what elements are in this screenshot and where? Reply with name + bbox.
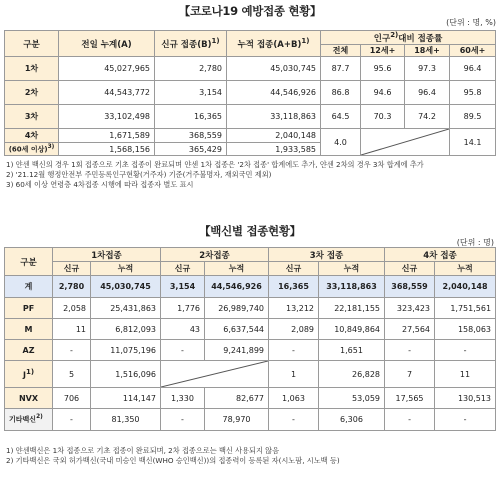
cell-d3-new: 2,089: [269, 319, 319, 340]
cell-d1-cum: 25,431,863: [91, 298, 161, 319]
header-cumulative: 누적 접종$(A+B)^{1)}$: [227, 31, 321, 57]
cell-60: 96.4: [450, 57, 496, 81]
cell-prev: 1,568,156: [59, 143, 155, 156]
cell-d1-new: -: [53, 409, 91, 431]
cell-d1-cum: 11,075,196: [91, 340, 161, 361]
table-row: [5, 57, 496, 81]
row-label: AZ: [5, 340, 53, 361]
footnote: 1) 얀센 백신의 경우 1회 접종으로 기초 접종이 완료되며 얀센 1차 접종은 '2차 접종' 합계에도 추가, 얀센 2차의 경우 3차 합계에 추가: [6, 160, 424, 169]
cell-18: 97.3: [405, 57, 450, 81]
cell-d1-new: 5: [53, 361, 91, 388]
header-60plus: 60세+: [450, 45, 496, 57]
cell-d4-cum: 1,751,561: [435, 298, 496, 319]
cell-d3-cum: 26,828: [319, 361, 385, 388]
cell-60: 14.1: [450, 129, 496, 156]
cell-cum: 45,030,745: [227, 57, 321, 81]
cell-d2-new: 3,154: [161, 276, 205, 298]
cell-all: 87.7: [321, 57, 361, 81]
header-cum: 누적: [91, 262, 161, 276]
cell-d2-cum: 82,677: [205, 388, 269, 409]
cell-12: 70.3: [361, 105, 405, 129]
diagonal-empty-cell: [361, 129, 450, 156]
vaccine-type-table: [4, 247, 496, 431]
cell-d4-new: 7: [385, 361, 435, 388]
footnote: 2) '21.12월 행정안전부 주민등록인구현황(거주자) 기준(거주불명자, 재외국민 제외): [6, 170, 272, 179]
footnotes-by-vaccine: [6, 446, 340, 466]
cell-new: 368,559: [155, 129, 227, 143]
cell-d3-cum: 6,306: [319, 409, 385, 431]
total-row: [5, 276, 496, 298]
cell-d1-cum: 1,516,096: [91, 361, 161, 388]
cell-d4-cum: -: [435, 340, 496, 361]
cell-d4-cum: 158,063: [435, 319, 496, 340]
table-row: [5, 409, 496, 431]
row-label: PF: [5, 298, 53, 319]
row-label: 3차: [5, 105, 59, 129]
cell-cum: 33,118,863: [227, 105, 321, 129]
cell-12: 94.6: [361, 81, 405, 105]
table-row: [5, 388, 496, 409]
header-dose2: 2차접종: [161, 248, 269, 262]
header-prev-total: 전일 누계(A): [59, 31, 155, 57]
cell-prev: 45,027,965: [59, 57, 155, 81]
cell-cum: 1,933,585: [227, 143, 321, 156]
header-12plus: 12세+: [361, 45, 405, 57]
cell-all: 64.5: [321, 105, 361, 129]
row-label: 기타백신$^{2)}$: [5, 409, 53, 431]
unit-label: (단위 : 명): [456, 238, 494, 247]
cell-d2-cum: 6,637,544: [205, 319, 269, 340]
cell-d4-new: 368,559: [385, 276, 435, 298]
cell-d2-new: -: [161, 340, 205, 361]
header-dose4: 4차 접종: [385, 248, 496, 262]
cell-d2-cum: 44,546,926: [205, 276, 269, 298]
cell-d4-new: 27,564: [385, 319, 435, 340]
header-new: 신규 접종$(B)^{1)}$: [155, 31, 227, 57]
cell-prev: 33,102,498: [59, 105, 155, 129]
row-label: 1차: [5, 57, 59, 81]
cell-d3-new: -: [269, 409, 319, 431]
cell-d2-new: 1,776: [161, 298, 205, 319]
cell-cum: 44,546,926: [227, 81, 321, 105]
row-label: $J^{1)}$: [5, 361, 53, 388]
table-row: [5, 319, 496, 340]
unit-label: (단위 : 명, %): [446, 18, 496, 27]
table-row: [5, 81, 496, 105]
cell-d1-new: 2,058: [53, 298, 91, 319]
cell-d1-cum: 45,030,745: [91, 276, 161, 298]
cell-d4-new: -: [385, 340, 435, 361]
cell-all: 4.0: [321, 129, 361, 156]
cell-d4-cum: 11: [435, 361, 496, 388]
cell-d4-cum: -: [435, 409, 496, 431]
cell-d3-cum: 22,181,155: [319, 298, 385, 319]
page-title-by-vaccine: 【백신별 접종현황】: [199, 224, 301, 238]
cell-cum: 2,040,148: [227, 129, 321, 143]
page-title-status: 【코로나19 예방접종 현황】: [178, 4, 322, 18]
cell-d4-new: 323,423: [385, 298, 435, 319]
row-label-60plus: (60세 이상)$^{3)}$: [5, 143, 59, 156]
cell-d2-new: 1,330: [161, 388, 205, 409]
cell-prev: 1,671,589: [59, 129, 155, 143]
header-cum: 누적: [435, 262, 496, 276]
table-row: [5, 361, 496, 388]
cell-18: 74.2: [405, 105, 450, 129]
table-row: [5, 105, 496, 129]
cell-new: 365,429: [155, 143, 227, 156]
table-row: [5, 129, 496, 143]
cell-18: 96.4: [405, 81, 450, 105]
row-label: 4차: [5, 129, 59, 143]
cell-d4-cum: 2,040,148: [435, 276, 496, 298]
cell-d3-new: 1: [269, 361, 319, 388]
cell-60: 95.8: [450, 81, 496, 105]
header-cum: 누적: [319, 262, 385, 276]
cell-d2-cum: 9,241,899: [205, 340, 269, 361]
cell-d1-new: 11: [53, 319, 91, 340]
cell-new: 16,365: [155, 105, 227, 129]
cell-12: 95.6: [361, 57, 405, 81]
table-row: [5, 298, 496, 319]
cell-d2-cum: 78,970: [205, 409, 269, 431]
cell-d2-cum: 26,989,740: [205, 298, 269, 319]
cell-new: 2,780: [155, 57, 227, 81]
cell-d1-new: -: [53, 340, 91, 361]
cell-all: 86.8: [321, 81, 361, 105]
table-row: [5, 340, 496, 361]
cell-d3-new: 13,212: [269, 298, 319, 319]
header-new: 신규: [385, 262, 435, 276]
header-cum: 누적: [205, 262, 269, 276]
row-label: 2차: [5, 81, 59, 105]
header-dose1: 1차접종: [53, 248, 161, 262]
header-dose3: 3차 접종: [269, 248, 385, 262]
cell-d4-cum: 130,513: [435, 388, 496, 409]
header-new: 신규: [53, 262, 91, 276]
cell-d3-cum: 33,118,863: [319, 276, 385, 298]
header-all: 전체: [321, 45, 361, 57]
cell-d3-cum: 1,651: [319, 340, 385, 361]
cell-d1-cum: 114,147: [91, 388, 161, 409]
cell-d3-new: -: [269, 340, 319, 361]
cell-prev: 44,543,772: [59, 81, 155, 105]
cell-d1-cum: 81,350: [91, 409, 161, 431]
cell-d3-cum: 53,059: [319, 388, 385, 409]
footnote: 1) 얀센백신은 1차 접종으로 기초 접종이 완료되며, 2차 접종으로는 백신 사용되지 않음: [6, 446, 280, 455]
cell-d2-new: -: [161, 409, 205, 431]
vaccination-status-table: [4, 30, 496, 156]
header-ratio: 인구$^{2)}$대비 접종률: [321, 31, 496, 45]
cell-d4-new: 17,565: [385, 388, 435, 409]
header-new: 신규: [161, 262, 205, 276]
row-label: NVX: [5, 388, 53, 409]
cell-d4-new: -: [385, 409, 435, 431]
header-18plus: 18세+: [405, 45, 450, 57]
cell-d1-cum: 6,812,093: [91, 319, 161, 340]
cell-60: 89.5: [450, 105, 496, 129]
header-gubun: 구분: [5, 248, 53, 276]
cell-d3-new: 16,365: [269, 276, 319, 298]
row-label: 계: [5, 276, 53, 298]
cell-d3-new: 1,063: [269, 388, 319, 409]
header-new: 신규: [269, 262, 319, 276]
cell-d2-new: 43: [161, 319, 205, 340]
cell-d3-cum: 10,849,864: [319, 319, 385, 340]
diagonal-empty-cell: [161, 361, 269, 388]
footnote: 2) 기타백신은 국외 허가백신(국내 미승인 백신(WHO 승인백신))의 접종력이 등록된 자(시노팜, 시노백 등): [6, 456, 340, 465]
header-gubun: 구분: [5, 31, 59, 57]
cell-d1-new: 2,780: [53, 276, 91, 298]
row-label: M: [5, 319, 53, 340]
footnotes-status: [6, 160, 424, 190]
cell-new: 3,154: [155, 81, 227, 105]
footnote: 3) 60세 이상 연령층 4차접종 시행에 따라 접종자 별도 표시: [6, 180, 194, 189]
cell-d1-new: 706: [53, 388, 91, 409]
